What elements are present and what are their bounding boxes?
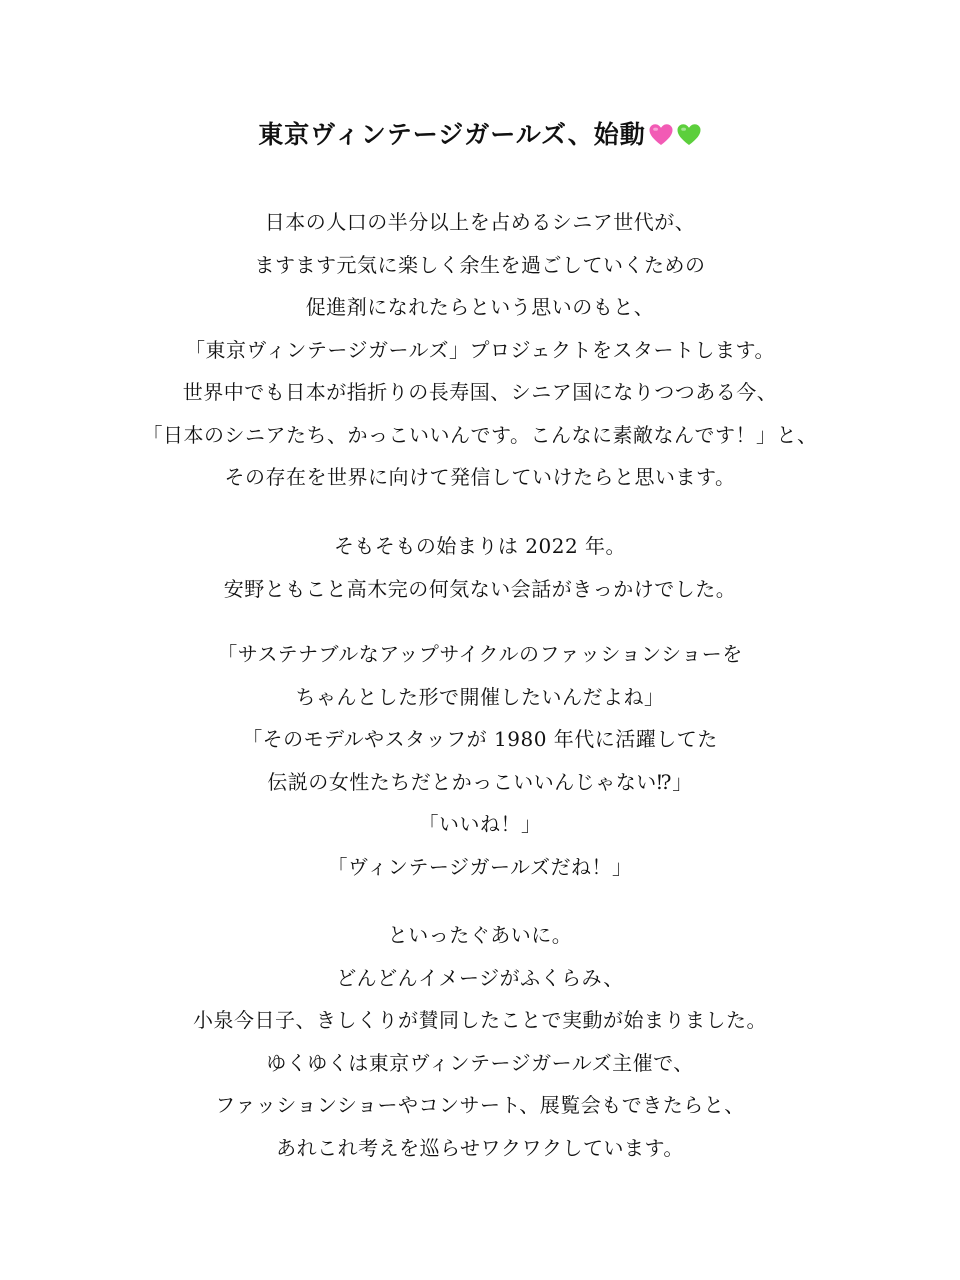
- text-line: そもそもの始まりは 2022 年。: [333, 534, 627, 558]
- text-line: 「日本のシニアたち、かっこいいんです。こんなに素敵なんです！」と、: [142, 422, 818, 447]
- text-line: といったぐあいに。: [387, 923, 573, 947]
- text-line: 促進剤になれたらという思いのもと、: [305, 295, 655, 319]
- text-line: 小泉今日子、きしくりが賛同したことで実動が始まりました。: [193, 1008, 767, 1032]
- text-line: ますます元気に楽しく余生を過ごしていくための: [254, 252, 706, 277]
- paragraph-conversation: [0, 633, 960, 888]
- text-line: どんどんイメージがふくらみ、: [336, 965, 624, 990]
- title-row: [0, 112, 960, 158]
- text-line: 伝説の女性たちだとかっこいいんじゃない⁉」: [267, 769, 693, 794]
- text-line: 安野ともこと高木完の何気ない会話がきっかけでした。: [223, 576, 737, 601]
- text-line: ファッションショーやコンサート、展覧会もできたらと、: [215, 1093, 745, 1117]
- text-line: 日本の人口の半分以上を占めるシニア世代が、: [264, 210, 696, 234]
- text-line: その存在を世界に向けて発信していけたらと思います。: [224, 465, 736, 489]
- text-line: 「ヴィンテージガールズだね！」: [327, 854, 633, 879]
- paragraph-future: [0, 914, 960, 1169]
- text-line: 世界中でも日本が指折りの長寿国、シニア国になりつつある今、: [182, 380, 778, 404]
- paragraph-origin: [0, 525, 960, 610]
- paragraph-intro: [0, 201, 960, 499]
- text-line: 「東京ヴィンテージガールズ」プロジェクトをスタートします。: [185, 337, 775, 362]
- text-line: あれこれ考えを巡らせワクワクしています。: [276, 1135, 684, 1160]
- text-line: 「サステナブルなアップサイクルのファッションショーを: [217, 642, 743, 666]
- text-line: 「そのモデルやスタッフが 1980 年代に活躍してた: [242, 727, 718, 751]
- text-line: 「いいね！」: [418, 812, 542, 836]
- text-line: ゆくゆくは東京ヴィンテージガールズ主催で、: [266, 1050, 694, 1075]
- text-line: ちゃんとした形で開催したいんだよね」: [295, 684, 665, 709]
- pink-heart-icon: [648, 122, 674, 148]
- page-title: 東京ヴィンテージガールズ、始動: [258, 120, 646, 149]
- green-heart-icon: [676, 122, 702, 148]
